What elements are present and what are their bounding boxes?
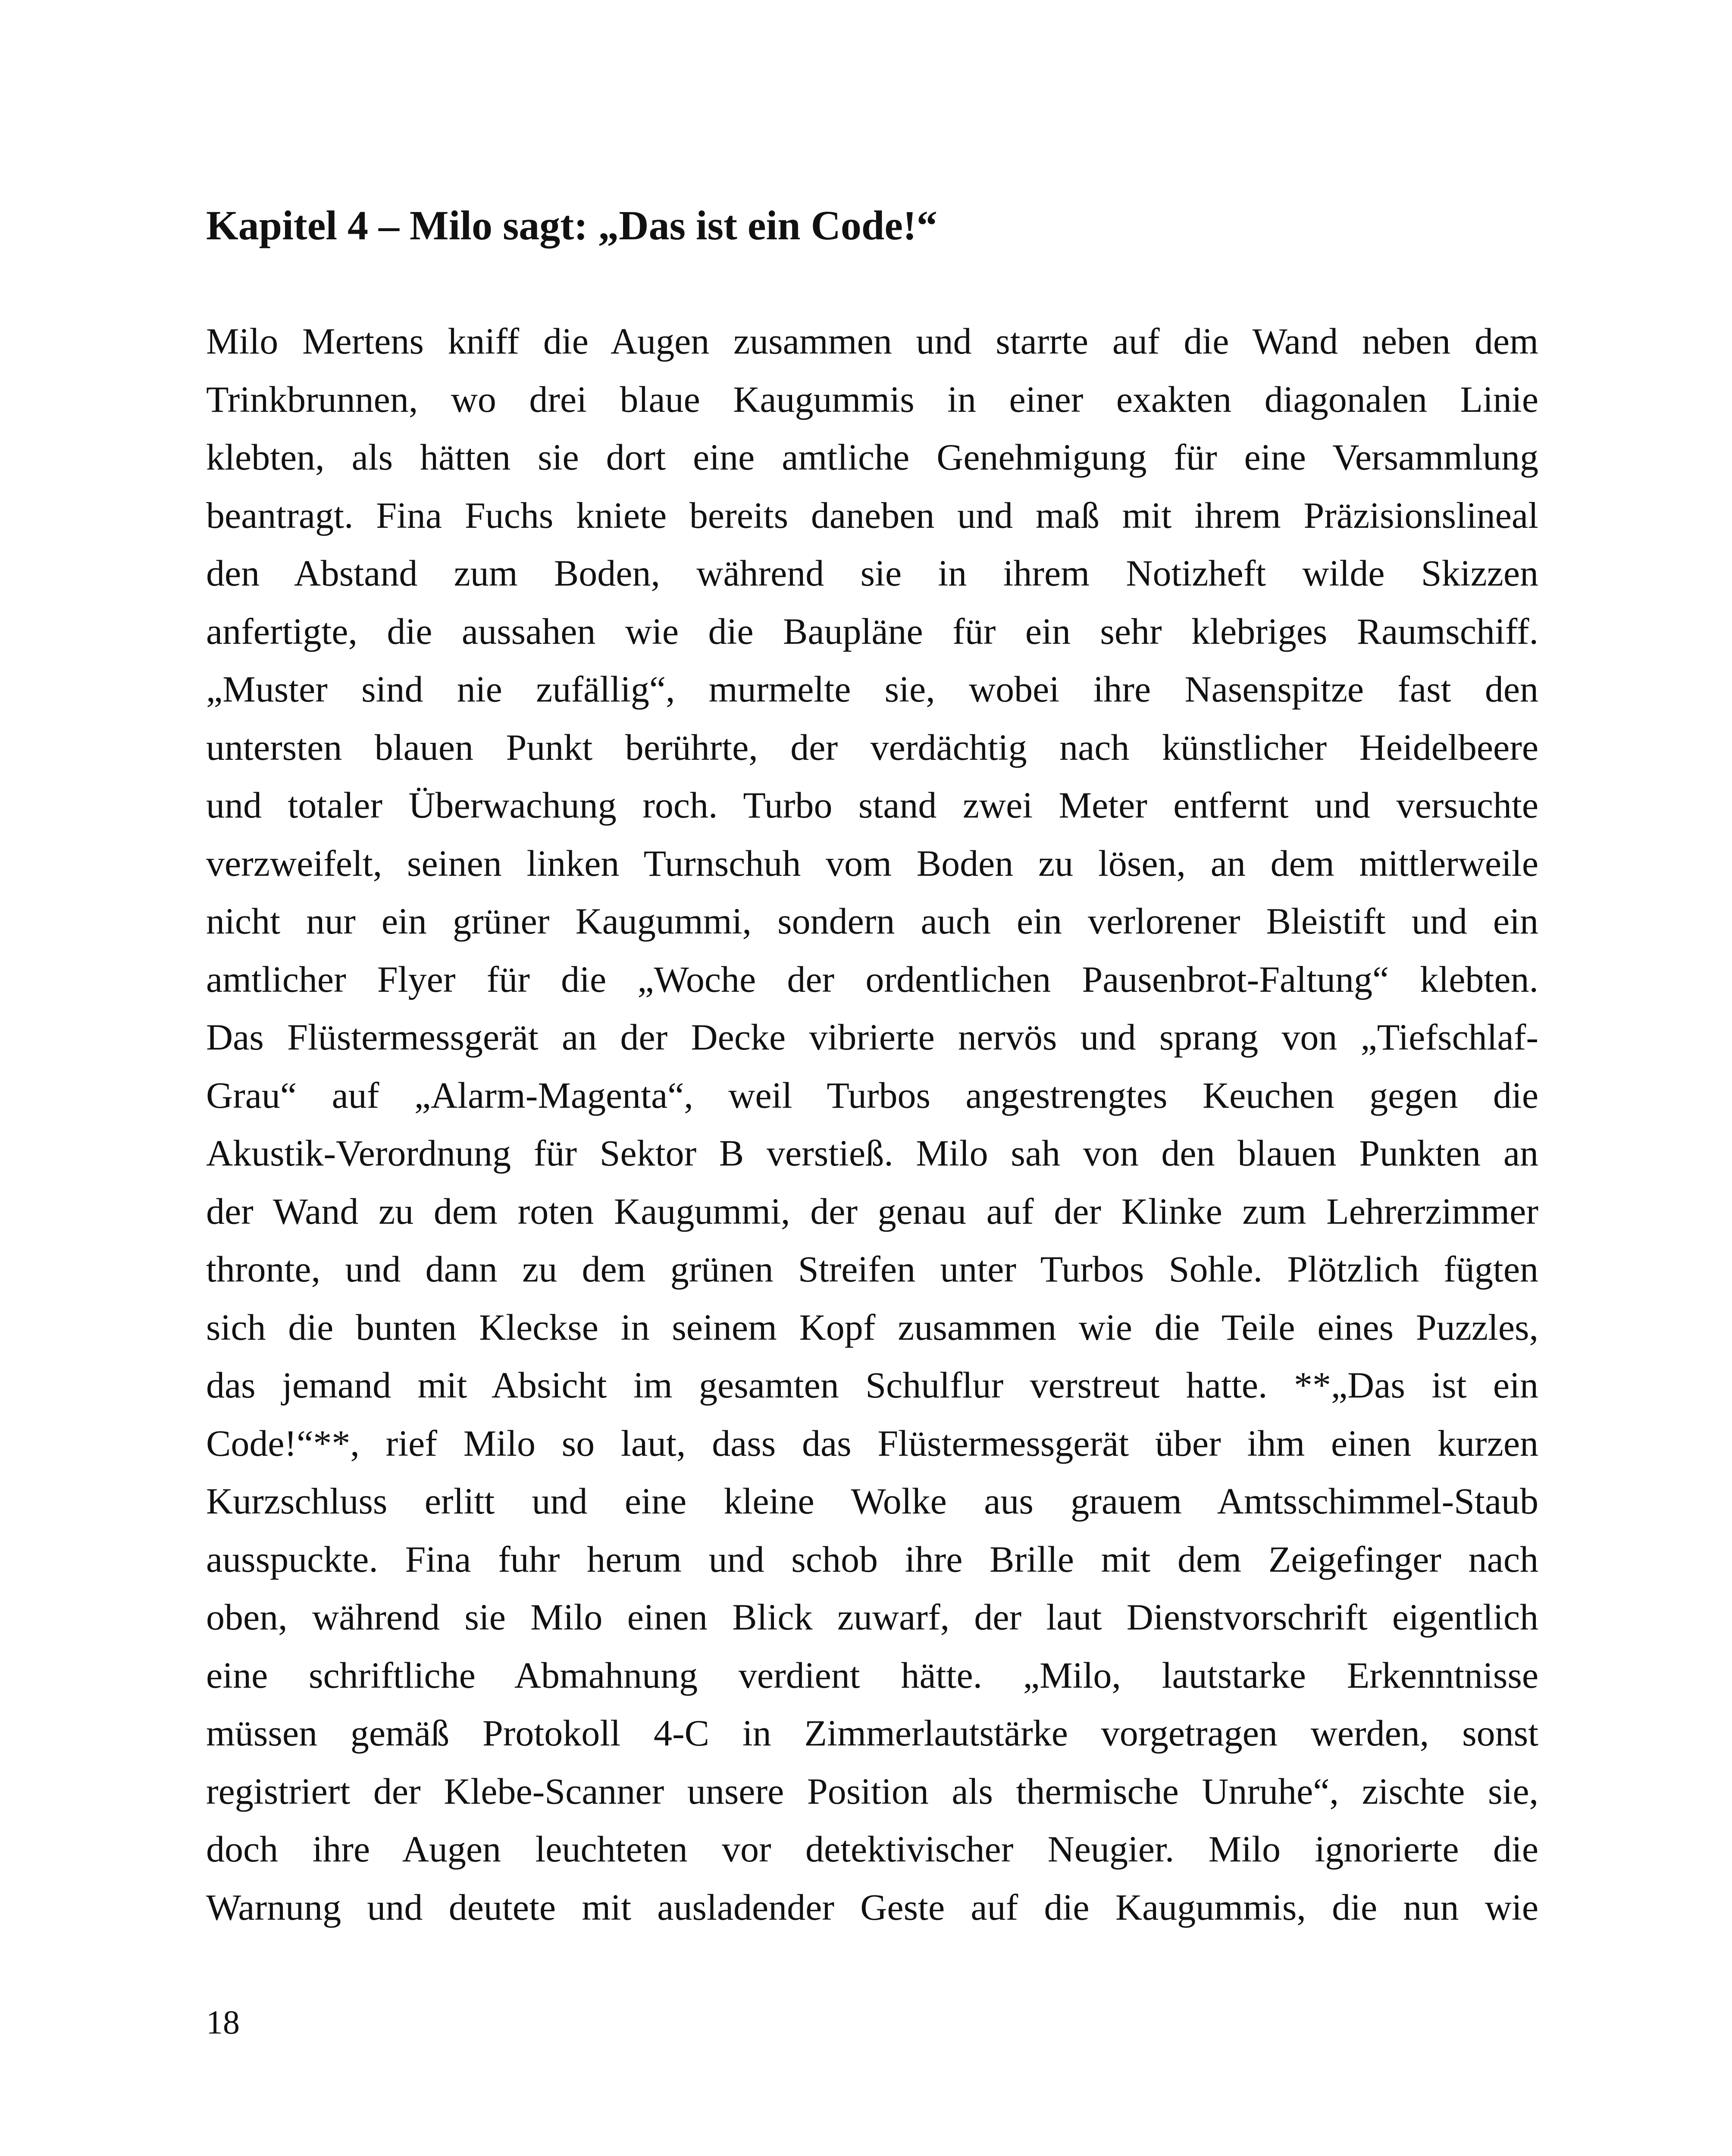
text-line: den Abstand zum Boden, während sie in ihrem Notizheft wilde Skizzen [206, 552, 1538, 594]
chapter-title: Kapitel 4 – Milo sagt: „Das ist ein Code!“ [206, 202, 937, 248]
text-line: müssen gemäß Protokoll 4-C in Zimmerlautstärke vorgetragen werden, sonst [206, 1712, 1538, 1754]
text-line: nicht nur ein grüner Kaugummi, sondern auch ein verlorener Bleistift und ein [206, 900, 1538, 942]
text-line: „Muster sind nie zufällig“, murmelte sie, wobei ihre Nasenspitze fast den [206, 668, 1538, 710]
text-line: Code!“**, rief Milo so laut, dass das Flüstermessgerät über ihm einen kurzen [206, 1422, 1538, 1464]
text-line: Warnung und deutete mit ausladender Geste auf die Kaugummis, die nun wie [206, 1886, 1538, 1928]
text-line: oben, während sie Milo einen Blick zuwarf, der laut Dienstvorschrift eigentlich [206, 1596, 1538, 1638]
text-line: das jemand mit Absicht im gesamten Schulflur verstreut hatte. **„Das ist ein [206, 1364, 1538, 1406]
page-number: 18 [206, 2003, 240, 2041]
text-line: Kurzschluss erlitt und eine kleine Wolke aus grauem Amtsschimmel-Staub [206, 1480, 1538, 1522]
text-line: Grau“ auf „Alarm-Magenta“, weil Turbos angestrengtes Keuchen gegen die [206, 1074, 1538, 1116]
text-line: verzweifelt, seinen linken Turnschuh vom Boden zu lösen, an dem mittlerweile [206, 842, 1538, 884]
text-line: registriert der Klebe-Scanner unsere Position als thermische Unruhe“, zischte sie, [206, 1770, 1538, 1812]
text-line: Milo Mertens kniff die Augen zusammen und starrte auf die Wand neben dem [206, 320, 1538, 362]
text-line: thronte, und dann zu dem grünen Streifen unter Turbos Sohle. Plötzlich fügten [206, 1248, 1538, 1290]
text-line: Trinkbrunnen, wo drei blaue Kaugummis in einer exakten diagonalen Linie [206, 378, 1538, 420]
text-line: Akustik-Verordnung für Sektor B verstieß. Milo sah von den blauen Punkten an [206, 1132, 1538, 1174]
text-line: sich die bunten Kleckse in seinem Kopf zusammen wie die Teile eines Puzzles, [206, 1306, 1538, 1348]
text-line: untersten blauen Punkt berührte, der verdächtig nach künstlicher Heidelbeere [206, 726, 1538, 768]
text-line: der Wand zu dem roten Kaugummi, der genau auf der Klinke zum Lehrerzimmer [206, 1190, 1538, 1232]
text-line: anfertigte, die aussahen wie die Baupläne für ein sehr klebriges Raumschiff. [206, 610, 1538, 652]
text-line: eine schriftliche Abmahnung verdient hätte. „Milo, lautstarke Erkenntnisse [206, 1654, 1538, 1696]
text-line: beantragt. Fina Fuchs kniete bereits daneben und maß mit ihrem Präzisionslineal [206, 494, 1538, 536]
text-line: Das Flüstermessgerät an der Decke vibrierte nervös und sprang von „Tiefschlaf- [206, 1016, 1538, 1058]
text-line: klebten, als hätten sie dort eine amtliche Genehmigung für eine Versammlung [206, 436, 1538, 478]
text-line: doch ihre Augen leuchteten vor detektivischer Neugier. Milo ignorierte die [206, 1828, 1538, 1870]
text-line: amtlicher Flyer für die „Woche der ordentlichen Pausenbrot-Faltung“ klebten. [206, 958, 1538, 1000]
text-line: ausspuckte. Fina fuhr herum und schob ihre Brille mit dem Zeigefinger nach [206, 1538, 1538, 1580]
text-line: und totaler Überwachung roch. Turbo stand zwei Meter entfernt und versuchte [206, 784, 1538, 826]
body-text [206, 312, 1538, 1936]
